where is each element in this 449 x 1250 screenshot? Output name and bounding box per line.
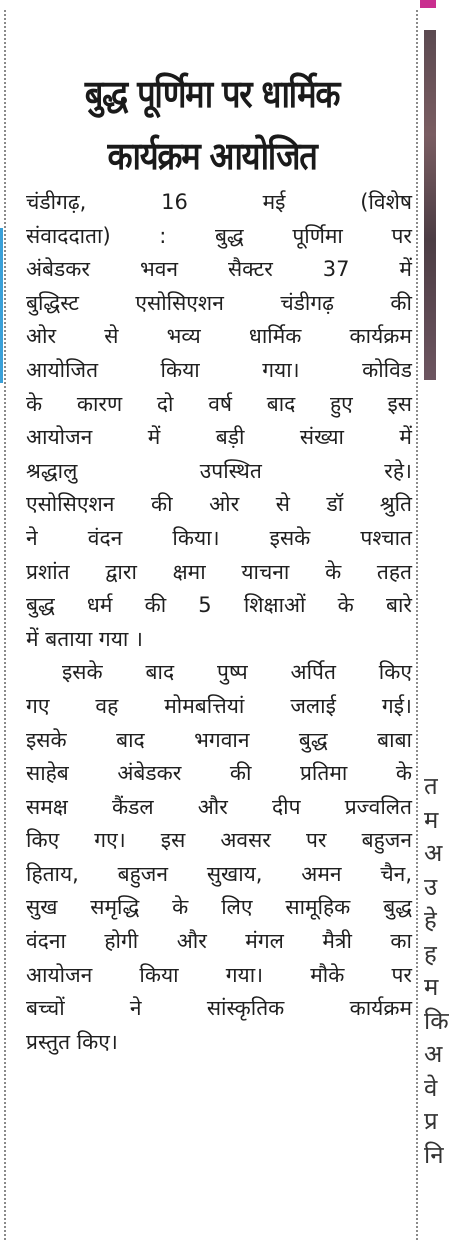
article-body <box>26 186 412 1059</box>
text-line: आयोजन किया गया। मौके पर <box>26 962 412 987</box>
neighbor-fragment: ह <box>424 939 437 968</box>
neighbor-fragment: त <box>424 772 438 800</box>
neighbor-fragment: उ <box>424 872 438 901</box>
text-line: के कारण दो वर्ष बाद हुए इस <box>26 391 412 416</box>
headline-line: बुद्ध पूर्णिमा पर धार्मिक <box>84 72 340 117</box>
neighbor-fragment: हे <box>424 906 437 934</box>
neighbor-fragment: प्र <box>424 1107 438 1135</box>
text-line: चंडीगढ़, 16 मई (विशेष <box>26 190 412 214</box>
text-line: ने वंदन किया। इसके पश्चात <box>26 525 412 550</box>
text-line: वंदना होगी और मंगल मैत्री का <box>26 929 412 954</box>
text-line: बुद्ध धर्म की 5 शिक्षाओं के बारे <box>26 593 412 618</box>
neighbor-fragment: वे <box>424 1073 438 1102</box>
neighbor-fragment: म <box>424 805 439 834</box>
neighbor-fragment: अ <box>424 839 443 867</box>
neighbor-photo-edge <box>424 30 436 380</box>
neighbor-fragment: कि <box>424 1006 449 1035</box>
text-line: आयोजित किया गया। कोविड <box>26 357 412 382</box>
column-separator-right <box>416 10 418 1240</box>
text-line: एसोसिएशन की ओर से डॉ श्रुति <box>26 492 412 517</box>
text-line: किए गए। इस अवसर पर बहुजन <box>26 828 412 853</box>
text-line: ओर से भव्य धार्मिक कार्यक्रम <box>26 324 412 349</box>
text-line: इसके बाद पुष्प अर्पित किए <box>62 660 412 685</box>
text-line: संवाददाता) : बुद्ध पूर्णिमा पर <box>26 223 412 248</box>
paragraph-1 <box>26 186 412 656</box>
column-separator-left <box>4 10 6 1240</box>
text-line: गए वह मोमबत्तियां जलाई गई। <box>26 693 412 718</box>
text-line: समक्ष कैंडल और दीप प्रज्वलित <box>26 794 412 819</box>
text-line: हिताय, बहुजन सुखाय, अमन चैन, <box>26 861 412 886</box>
article-headline <box>42 63 383 187</box>
neighbor-fragment: म <box>424 973 439 1001</box>
neighbor-fragment: अ <box>424 1040 443 1068</box>
text-line: आयोजन में बड़ी संख्या में <box>26 425 412 450</box>
page-edge-marker <box>0 228 3 383</box>
text-line: इसके बाद भगवान बुद्ध बाबा <box>26 727 412 752</box>
text-line: साहेब अंबेडकर की प्रतिमा के <box>26 761 412 786</box>
neighbor-fragment: नि <box>424 1140 444 1169</box>
text-line: श्रद्धालु उपस्थित रहे। <box>26 458 412 483</box>
text-line: में बताया गया । <box>26 626 144 651</box>
text-line: प्रशांत द्वारा क्षमा याचना के तहत <box>26 559 412 584</box>
text-line: बुद्धिस्ट एसोसिएशन चंडीगढ़ की <box>26 290 412 315</box>
text-line: प्रस्तुत किए। <box>26 1029 118 1054</box>
text-line: सुख समृद्धि के लिए सामूहिक बुद्ध <box>26 895 412 920</box>
neighbor-column-fragment <box>424 770 449 1172</box>
text-line: बच्चों ने सांस्कृतिक कार्यक्रम <box>26 996 412 1021</box>
paragraph-2 <box>26 656 412 1059</box>
corner-color-mark <box>420 0 436 8</box>
text-line: अंबेडकर भवन सैक्टर 37 में <box>26 257 412 282</box>
headline-line: कार्यक्रम आयोजित <box>107 134 317 179</box>
